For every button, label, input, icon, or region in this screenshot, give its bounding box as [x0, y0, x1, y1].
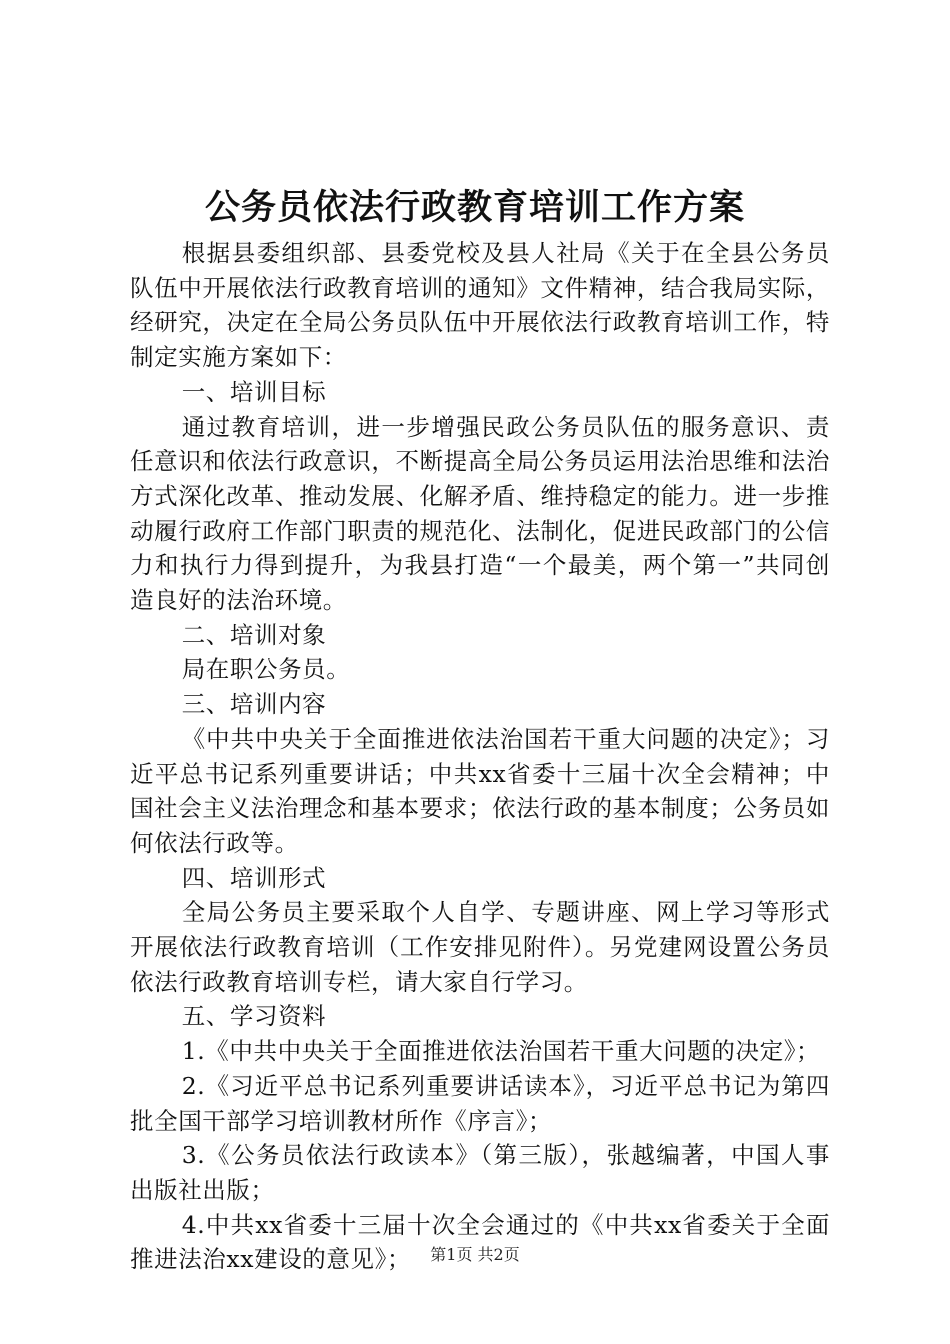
- page-indicator: 第1页 共2页: [430, 1245, 520, 1264]
- section-heading-audience: 二、培训对象: [181, 620, 327, 649]
- section-heading-materials: 五、学习资料: [181, 1002, 327, 1031]
- section-heading-goals: 一、培训目标: [181, 377, 327, 406]
- document-title: 公务员依法行政教育培训工作方案: [204, 187, 745, 228]
- content-paragraph: 《中共中央关于全面推进依法治国若干重大问题的决定》；习近平总书记系列重要讲话；中共xx省委十三届十次全会精神；中国社会主义法治理念和基本要求；依法行政的基本制度；公务员如何依法行政等。: [130, 724, 830, 857]
- audience-paragraph: 局在职公务员。: [181, 655, 351, 684]
- material-item-1: 1.《中共中央关于全面推进依法治国若干重大问题的决定》；: [181, 1037, 821, 1066]
- section-heading-format: 四、培训形式: [181, 863, 327, 892]
- material-item-4: 4.中共xx省委十三届十次全会通过的《中共xx省委关于全面推进法治xx建设的意见》；: [130, 1210, 830, 1274]
- section-heading-content: 三、培训内容: [181, 690, 327, 719]
- material-item-3: 3.《公务员依法行政读本》（第三版），张越编著，中国人事出版社出版；: [130, 1141, 830, 1204]
- goals-paragraph: 通过教育培训，进一步增强民政公务员队伍的服务意识、责任意识和依法行政意识，不断提高全局公务员运用法治思维和法治方式深化改革、推动发展、化解矛盾、维持稳定的能力。进一步推动履行政府工作部门职责的规范化、法制化，促进民政部门的公信力和执行力得到提升，为我县打造“一个最美，两个第一”共同创造良好的法治环境。: [130, 412, 830, 615]
- document-body: [130, 236, 830, 1277]
- material-item-2: 2.《习近平总书记系列重要讲话读本》，习近平总书记为第四批全国干部学习培训教材所作《序言》；: [130, 1071, 830, 1135]
- intro-paragraph: 根据县委组织部、县委党校及县人社局《关于在全县公务员队伍中开展依法行政教育培训的通知》文件精神，结合我局实际，经研究，决定在全局公务员队伍中开展依法行政教育培训工作，特制定实施方案如下：: [130, 239, 830, 372]
- format-paragraph: 全局公务员主要采取个人自学、专题讲座、网上学习等形式开展依法行政教育培训（工作安排见附件）。另党建网设置公务员依法行政教育培训专栏，请大家自行学习。: [130, 898, 830, 996]
